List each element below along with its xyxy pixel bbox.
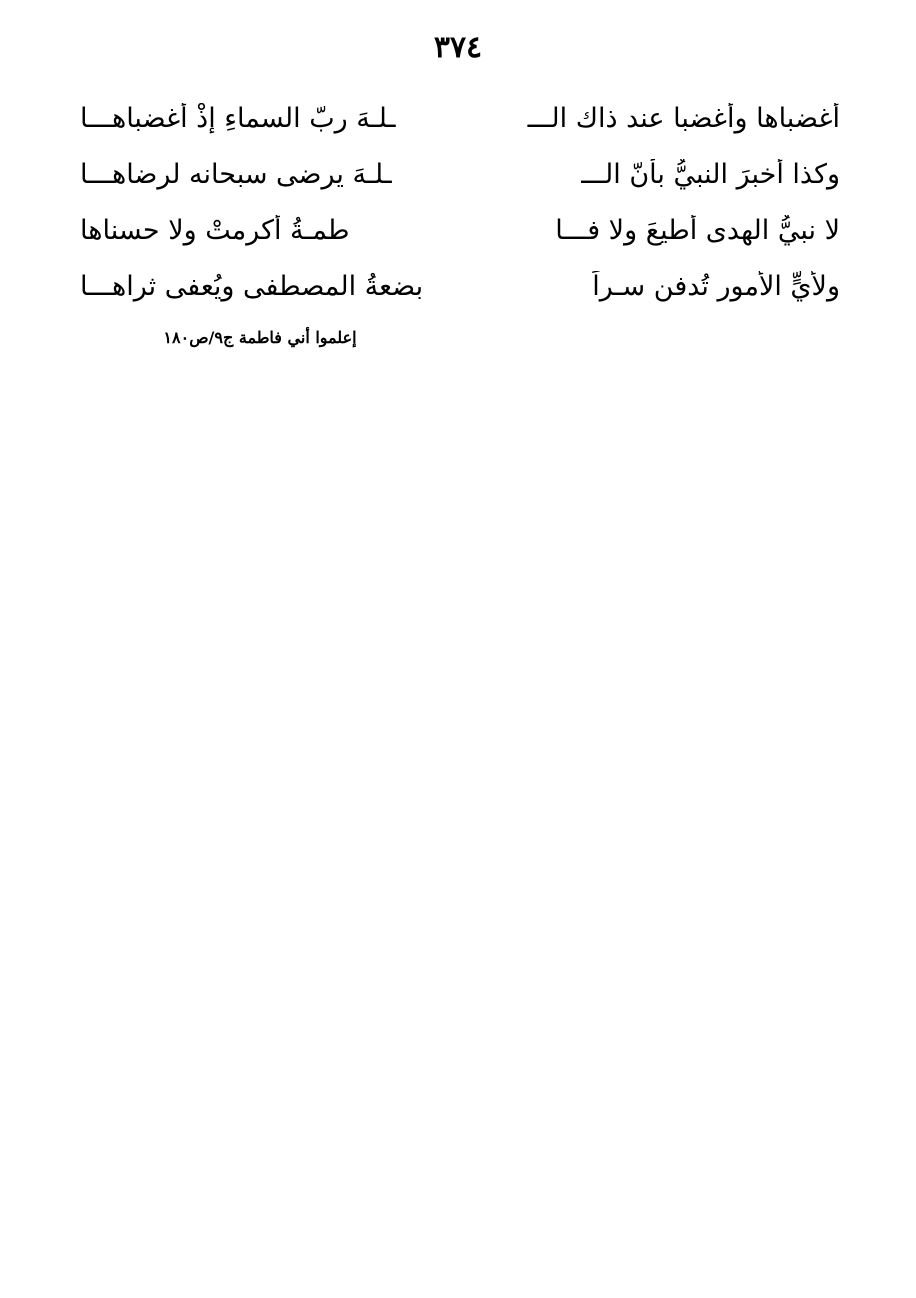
verse	[80, 146, 840, 202]
page-number: ٣٧٤	[433, 30, 483, 65]
verse-first-hemistich: أغضباها وأغضبا عند ذاك الـــ	[527, 102, 840, 134]
verse-second-hemistich: طمـةُ أُكرمتْ ولا حسناها	[80, 214, 350, 246]
verse-second-hemistich: ـلـهَ ربّ السماءِ إذْ أغضباهـــا	[80, 102, 396, 134]
poem	[80, 90, 840, 314]
verse-second-hemistich: ـلـهَ يرضى سبحانه لرضاهـــا	[80, 158, 392, 190]
verse-first-hemistich: وكذا أخبرَ النبيُّ بأنّ الـــ	[581, 158, 840, 190]
verse	[80, 202, 840, 258]
verse	[80, 90, 840, 146]
verse-first-hemistich: لا نبيُّ الهدى أُطيعَ ولا فـــا	[555, 214, 840, 246]
verse-first-hemistich: ولأيٍّ الأمور تُدفن سـراً	[592, 270, 840, 302]
source-citation: إعلموا أني فاطمة ج٩/ص١٨٠	[163, 328, 357, 347]
verse	[80, 258, 840, 314]
verse-second-hemistich: بضعةُ المصطفى ويُعفى ثراهـــا	[80, 270, 424, 302]
